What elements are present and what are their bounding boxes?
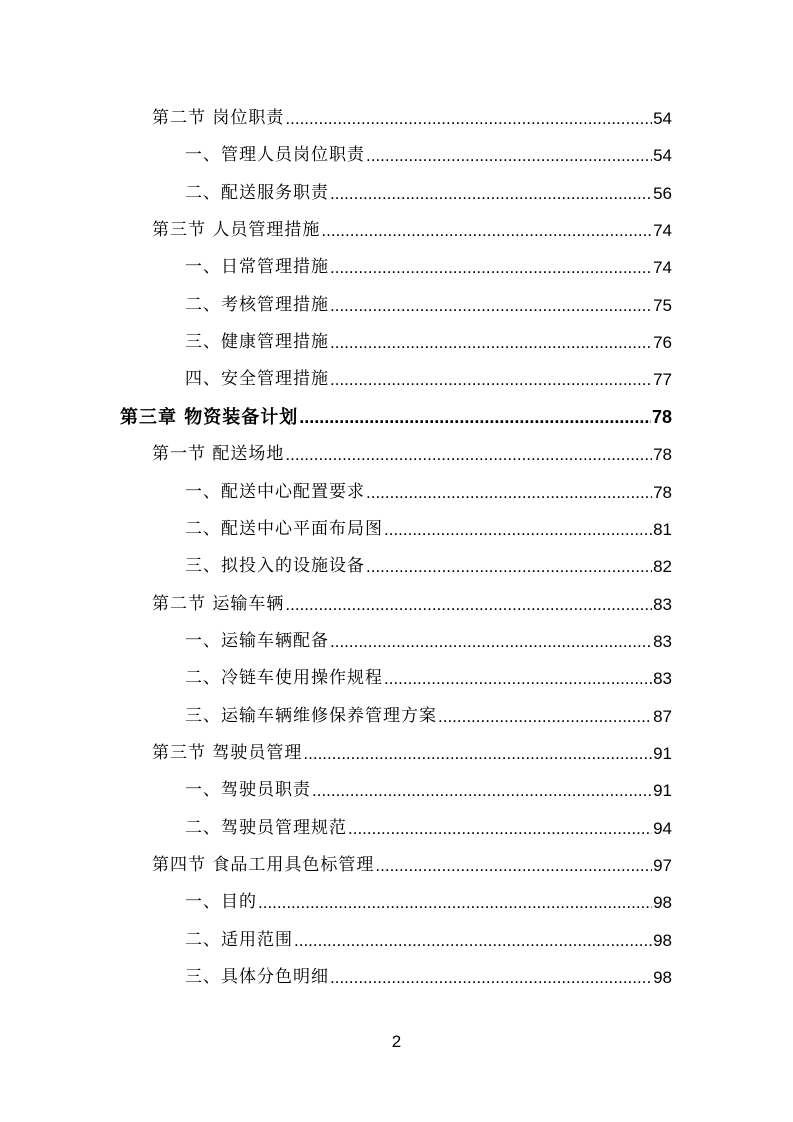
toc-item[interactable] [185,324,672,361]
toc-title: 三、健康管理措施 [185,332,329,353]
toc-item[interactable] [185,922,672,959]
toc-page-number: 83 [653,631,672,651]
toc-title: 第三节 驾驶员管理 [152,742,303,763]
toc-page-number: 91 [653,743,672,763]
dot-leader [366,474,652,511]
toc-title: 一、配送中心配置要求 [185,481,365,502]
toc-item[interactable] [185,137,672,174]
toc-page-number: 97 [653,856,672,875]
dot-leader [294,922,652,959]
toc-title: 一、日常管理措施 [185,257,329,278]
dot-leader [330,324,652,361]
toc-page-number: 54 [653,109,672,128]
toc-page-number: 81 [653,519,672,539]
toc-page-number: 74 [653,258,672,278]
toc-item[interactable] [185,474,672,511]
toc-title: 第二节 岗位职责 [152,108,285,128]
dot-leader [366,548,652,585]
toc-page-number: 74 [653,221,672,241]
dot-leader [366,137,652,174]
toc-title: 三、具体分色明细 [185,967,329,988]
toc-page-number: 94 [653,818,672,838]
toc-item[interactable] [185,660,672,697]
toc-title: 二、适用范围 [185,929,293,950]
toc-item[interactable] [185,623,672,660]
toc-page-number: 83 [653,669,672,689]
toc-title: 一、驾驶员职责 [185,780,311,801]
toc-title: 第三章 物资装备计划 [120,406,299,428]
dot-leader [299,399,651,436]
toc-section[interactable] [152,586,672,623]
dot-leader [258,884,652,921]
toc-item[interactable] [185,249,672,286]
toc-page-number: 98 [653,968,672,988]
toc-page-number: 77 [653,370,672,390]
toc-title: 第四节 食品工用具色标管理 [152,855,375,875]
toc-title: 二、冷链车使用操作规程 [185,668,383,689]
dot-leader [330,249,652,286]
toc-page-number: 76 [653,333,672,353]
dot-leader [330,623,652,660]
toc-title: 二、配送中心平面布局图 [185,518,383,539]
toc-page-number: 98 [653,893,672,913]
page-number: 2 [391,1032,402,1051]
toc-item[interactable] [185,287,672,324]
toc-item[interactable] [185,175,672,212]
toc-page-number: 98 [653,930,672,950]
toc-title: 第二节 运输车辆 [152,593,285,614]
toc-title: 第三节 人员管理措施 [152,220,321,241]
toc-section[interactable] [152,847,672,884]
toc-item[interactable] [185,548,672,585]
dot-leader [312,772,652,809]
dot-leader [330,361,652,398]
toc-item[interactable] [185,959,672,996]
dot-leader [348,810,652,847]
dot-leader [384,511,652,548]
toc-section[interactable] [152,436,672,473]
toc-page-number: 75 [653,295,672,315]
toc-title: 三、运输车辆维修保养管理方案 [185,705,437,726]
toc-title: 二、配送服务职责 [185,182,329,203]
toc-page-number: 78 [653,482,672,502]
toc-title: 一、运输车辆配备 [185,630,329,651]
toc-title: 一、目的 [185,892,257,913]
toc-section[interactable] [152,100,672,137]
toc-page-number: 87 [653,706,672,726]
toc-title: 一、管理人员岗位职责 [185,145,365,166]
toc-title: 第一节 配送场地 [152,444,285,465]
dot-leader [384,660,652,697]
toc-item[interactable] [185,361,672,398]
toc-page-number: 78 [651,406,672,427]
toc-section[interactable] [152,212,672,249]
toc-title: 三、拟投入的设施设备 [185,556,365,577]
dot-leader [330,287,652,324]
toc-page-number: 54 [653,146,672,166]
toc-page-number: 83 [653,594,672,614]
dot-leader [285,100,652,137]
toc-item[interactable] [185,772,672,809]
dot-leader [375,847,652,884]
toc-item[interactable] [185,884,672,921]
toc-item[interactable] [185,511,672,548]
dot-leader [330,175,652,212]
dot-leader [438,698,652,735]
toc-chapter[interactable] [120,399,672,436]
toc-page-number: 78 [653,445,672,465]
toc-title: 四、安全管理措施 [185,369,329,390]
toc-section[interactable] [152,735,672,772]
toc-title: 二、考核管理措施 [185,294,329,315]
toc-item[interactable] [185,698,672,735]
toc-page-number: 56 [653,183,672,203]
toc-page-number: 91 [653,781,672,801]
dot-leader [303,735,652,772]
toc-title: 二、驾驶员管理规范 [185,817,347,838]
dot-leader [321,212,652,249]
dot-leader [285,436,652,473]
dot-leader [330,959,652,996]
toc-page-number: 82 [653,557,672,577]
dot-leader [285,586,652,623]
toc-item[interactable] [185,810,672,847]
